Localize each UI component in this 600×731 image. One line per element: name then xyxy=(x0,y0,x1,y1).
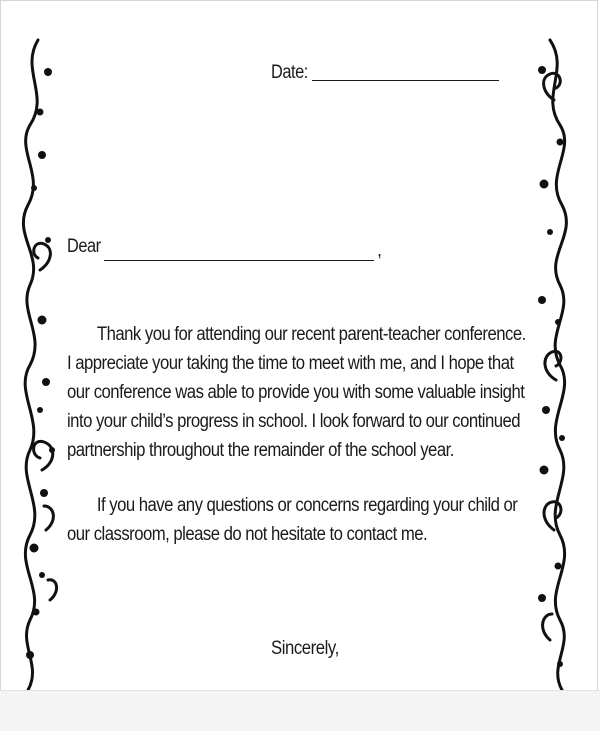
paragraph-line: into your child’s progress in school. I look forward to our continued xyxy=(67,411,521,432)
paragraph-line: our classroom, please do not hesitate to contact me. xyxy=(67,524,428,545)
recipient-blank-line[interactable] xyxy=(104,242,374,261)
salutation-comma: , xyxy=(377,240,383,260)
paragraph-line: If you have any questions or concerns regarding your child or xyxy=(96,495,518,516)
paragraph-line: I appreciate your taking the time to meet with me, and I hope that xyxy=(67,353,514,374)
salutation xyxy=(67,236,106,258)
body-paragraph-1 xyxy=(67,320,537,465)
date-field xyxy=(271,58,314,84)
body-paragraph-2 xyxy=(67,491,537,549)
closing: Sincerely, xyxy=(271,638,339,659)
paragraph-line: partnership throughout the remainder of the school year. xyxy=(67,440,454,461)
salutation-label: Dear xyxy=(67,236,101,257)
paragraph-line: our conference was able to provide you with some valuable insight xyxy=(67,382,525,403)
date-blank-line[interactable] xyxy=(312,62,499,81)
date-label: Date: xyxy=(271,62,308,83)
paragraph-line: Thank you for attending our recent parent-teacher conference. xyxy=(96,324,526,345)
page-bottom-strip xyxy=(0,690,600,731)
